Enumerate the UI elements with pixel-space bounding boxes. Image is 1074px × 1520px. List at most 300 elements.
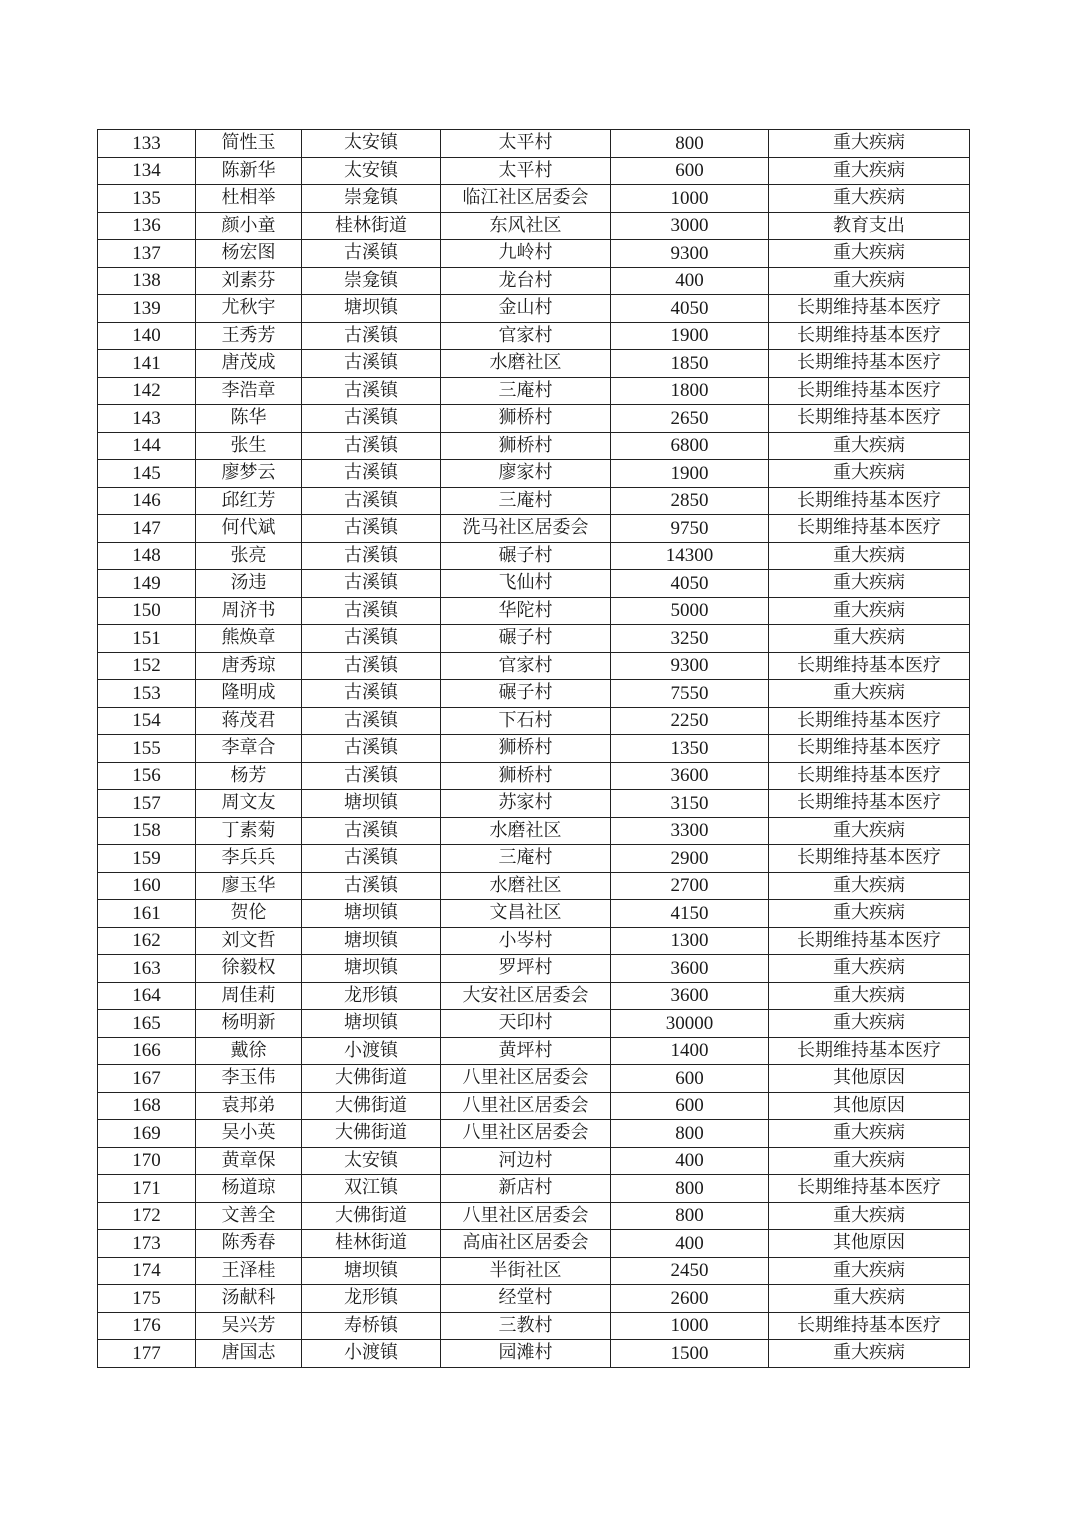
table-row bbox=[98, 1285, 970, 1313]
amount-cell: 800 bbox=[611, 1202, 769, 1230]
table-body bbox=[98, 130, 970, 1368]
amount-cell: 2850 bbox=[611, 487, 769, 515]
serial-number-cell: 173 bbox=[98, 1230, 196, 1258]
table-row bbox=[98, 680, 970, 708]
reason-cell: 长期维持基本医疗 bbox=[769, 790, 970, 818]
serial-number-cell: 157 bbox=[98, 790, 196, 818]
village-cell: 廖家村 bbox=[441, 460, 611, 488]
amount-cell: 7550 bbox=[611, 680, 769, 708]
reason-cell: 教育支出 bbox=[769, 212, 970, 240]
table-row bbox=[98, 1065, 970, 1093]
serial-number-cell: 133 bbox=[98, 130, 196, 158]
town-cell: 塘坝镇 bbox=[302, 927, 441, 955]
village-cell: 碾子村 bbox=[441, 542, 611, 570]
table-row bbox=[98, 927, 970, 955]
amount-cell: 1900 bbox=[611, 460, 769, 488]
serial-number-cell: 153 bbox=[98, 680, 196, 708]
reason-cell: 重大疾病 bbox=[769, 267, 970, 295]
town-cell: 塘坝镇 bbox=[302, 1010, 441, 1038]
name-cell: 刘素芬 bbox=[196, 267, 302, 295]
town-cell: 塘坝镇 bbox=[302, 1257, 441, 1285]
reason-cell: 重大疾病 bbox=[769, 1202, 970, 1230]
name-cell: 张亮 bbox=[196, 542, 302, 570]
amount-cell: 3300 bbox=[611, 817, 769, 845]
village-cell: 飞仙村 bbox=[441, 570, 611, 598]
table-row bbox=[98, 762, 970, 790]
reason-cell: 长期维持基本医疗 bbox=[769, 707, 970, 735]
town-cell: 古溪镇 bbox=[302, 350, 441, 378]
table-row bbox=[98, 707, 970, 735]
village-cell: 三庵村 bbox=[441, 845, 611, 873]
serial-number-cell: 172 bbox=[98, 1202, 196, 1230]
amount-cell: 400 bbox=[611, 1147, 769, 1175]
amount-cell: 1500 bbox=[611, 1340, 769, 1368]
town-cell: 古溪镇 bbox=[302, 405, 441, 433]
serial-number-cell: 143 bbox=[98, 405, 196, 433]
name-cell: 何代斌 bbox=[196, 515, 302, 543]
name-cell: 唐秀琼 bbox=[196, 652, 302, 680]
amount-cell: 5000 bbox=[611, 597, 769, 625]
reason-cell: 重大疾病 bbox=[769, 1147, 970, 1175]
serial-number-cell: 137 bbox=[98, 240, 196, 268]
table-row bbox=[98, 955, 970, 983]
village-cell: 小岑村 bbox=[441, 927, 611, 955]
name-cell: 文善全 bbox=[196, 1202, 302, 1230]
table-row bbox=[98, 267, 970, 295]
amount-cell: 1300 bbox=[611, 927, 769, 955]
village-cell: 半街社区 bbox=[441, 1257, 611, 1285]
reason-cell: 重大疾病 bbox=[769, 900, 970, 928]
town-cell: 小渡镇 bbox=[302, 1340, 441, 1368]
table-row bbox=[98, 1010, 970, 1038]
serial-number-cell: 177 bbox=[98, 1340, 196, 1368]
relief-recipient-table bbox=[97, 129, 970, 1368]
reason-cell: 重大疾病 bbox=[769, 1257, 970, 1285]
village-cell: 八里社区居委会 bbox=[441, 1092, 611, 1120]
reason-cell: 重大疾病 bbox=[769, 157, 970, 185]
serial-number-cell: 161 bbox=[98, 900, 196, 928]
amount-cell: 400 bbox=[611, 267, 769, 295]
serial-number-cell: 158 bbox=[98, 817, 196, 845]
amount-cell: 600 bbox=[611, 1065, 769, 1093]
serial-number-cell: 147 bbox=[98, 515, 196, 543]
name-cell: 李浩章 bbox=[196, 377, 302, 405]
name-cell: 黄章保 bbox=[196, 1147, 302, 1175]
name-cell: 袁邦弟 bbox=[196, 1092, 302, 1120]
town-cell: 双江镇 bbox=[302, 1175, 441, 1203]
name-cell: 汤违 bbox=[196, 570, 302, 598]
table-row bbox=[98, 350, 970, 378]
amount-cell: 1350 bbox=[611, 735, 769, 763]
amount-cell: 3600 bbox=[611, 762, 769, 790]
name-cell: 廖梦云 bbox=[196, 460, 302, 488]
village-cell: 苏家村 bbox=[441, 790, 611, 818]
reason-cell: 长期维持基本医疗 bbox=[769, 350, 970, 378]
name-cell: 李兵兵 bbox=[196, 845, 302, 873]
town-cell: 古溪镇 bbox=[302, 377, 441, 405]
serial-number-cell: 168 bbox=[98, 1092, 196, 1120]
town-cell: 古溪镇 bbox=[302, 680, 441, 708]
table-row bbox=[98, 597, 970, 625]
name-cell: 王泽桂 bbox=[196, 1257, 302, 1285]
serial-number-cell: 145 bbox=[98, 460, 196, 488]
table-row bbox=[98, 542, 970, 570]
table-row bbox=[98, 1175, 970, 1203]
village-cell: 园滩村 bbox=[441, 1340, 611, 1368]
reason-cell: 重大疾病 bbox=[769, 872, 970, 900]
serial-number-cell: 174 bbox=[98, 1257, 196, 1285]
town-cell: 大佛街道 bbox=[302, 1202, 441, 1230]
table-row bbox=[98, 240, 970, 268]
table-row bbox=[98, 982, 970, 1010]
village-cell: 太平村 bbox=[441, 157, 611, 185]
village-cell: 华陀村 bbox=[441, 597, 611, 625]
village-cell: 水磨社区 bbox=[441, 817, 611, 845]
name-cell: 杨明新 bbox=[196, 1010, 302, 1038]
name-cell: 颜小童 bbox=[196, 212, 302, 240]
amount-cell: 2450 bbox=[611, 1257, 769, 1285]
reason-cell: 长期维持基本医疗 bbox=[769, 927, 970, 955]
name-cell: 杨道琼 bbox=[196, 1175, 302, 1203]
town-cell: 塘坝镇 bbox=[302, 295, 441, 323]
town-cell: 大佛街道 bbox=[302, 1092, 441, 1120]
reason-cell: 重大疾病 bbox=[769, 1340, 970, 1368]
village-cell: 罗坪村 bbox=[441, 955, 611, 983]
reason-cell: 重大疾病 bbox=[769, 625, 970, 653]
name-cell: 李玉伟 bbox=[196, 1065, 302, 1093]
town-cell: 古溪镇 bbox=[302, 240, 441, 268]
name-cell: 陈华 bbox=[196, 405, 302, 433]
village-cell: 太平村 bbox=[441, 130, 611, 158]
amount-cell: 9300 bbox=[611, 652, 769, 680]
table-row bbox=[98, 1120, 970, 1148]
amount-cell: 600 bbox=[611, 157, 769, 185]
village-cell: 河边村 bbox=[441, 1147, 611, 1175]
reason-cell: 重大疾病 bbox=[769, 460, 970, 488]
serial-number-cell: 167 bbox=[98, 1065, 196, 1093]
amount-cell: 3600 bbox=[611, 982, 769, 1010]
town-cell: 古溪镇 bbox=[302, 460, 441, 488]
amount-cell: 2600 bbox=[611, 1285, 769, 1313]
village-cell: 八里社区居委会 bbox=[441, 1202, 611, 1230]
table-row bbox=[98, 1147, 970, 1175]
town-cell: 古溪镇 bbox=[302, 542, 441, 570]
amount-cell: 4050 bbox=[611, 570, 769, 598]
village-cell: 东风社区 bbox=[441, 212, 611, 240]
town-cell: 古溪镇 bbox=[302, 845, 441, 873]
name-cell: 简性玉 bbox=[196, 130, 302, 158]
name-cell: 唐茂成 bbox=[196, 350, 302, 378]
amount-cell: 1800 bbox=[611, 377, 769, 405]
amount-cell: 600 bbox=[611, 1092, 769, 1120]
village-cell: 官家村 bbox=[441, 652, 611, 680]
table-row bbox=[98, 1230, 970, 1258]
amount-cell: 2650 bbox=[611, 405, 769, 433]
reason-cell: 重大疾病 bbox=[769, 1010, 970, 1038]
table-row bbox=[98, 570, 970, 598]
village-cell: 官家村 bbox=[441, 322, 611, 350]
reason-cell: 重大疾病 bbox=[769, 432, 970, 460]
amount-cell: 4050 bbox=[611, 295, 769, 323]
serial-number-cell: 150 bbox=[98, 597, 196, 625]
reason-cell: 长期维持基本医疗 bbox=[769, 1037, 970, 1065]
serial-number-cell: 144 bbox=[98, 432, 196, 460]
table-row bbox=[98, 1312, 970, 1340]
reason-cell: 长期维持基本医疗 bbox=[769, 652, 970, 680]
table-row bbox=[98, 1202, 970, 1230]
reason-cell: 长期维持基本医疗 bbox=[769, 845, 970, 873]
town-cell: 古溪镇 bbox=[302, 597, 441, 625]
reason-cell: 重大疾病 bbox=[769, 1120, 970, 1148]
serial-number-cell: 176 bbox=[98, 1312, 196, 1340]
name-cell: 邱红芳 bbox=[196, 487, 302, 515]
table-row bbox=[98, 377, 970, 405]
village-cell: 文昌社区 bbox=[441, 900, 611, 928]
table-row bbox=[98, 157, 970, 185]
reason-cell: 其他原因 bbox=[769, 1065, 970, 1093]
serial-number-cell: 140 bbox=[98, 322, 196, 350]
name-cell: 廖玉华 bbox=[196, 872, 302, 900]
town-cell: 古溪镇 bbox=[302, 515, 441, 543]
amount-cell: 1000 bbox=[611, 185, 769, 213]
town-cell: 塘坝镇 bbox=[302, 955, 441, 983]
table-row bbox=[98, 212, 970, 240]
table-row bbox=[98, 735, 970, 763]
name-cell: 杜相举 bbox=[196, 185, 302, 213]
name-cell: 杨芳 bbox=[196, 762, 302, 790]
town-cell: 古溪镇 bbox=[302, 625, 441, 653]
reason-cell: 重大疾病 bbox=[769, 955, 970, 983]
village-cell: 三庵村 bbox=[441, 377, 611, 405]
serial-number-cell: 162 bbox=[98, 927, 196, 955]
village-cell: 洗马社区居委会 bbox=[441, 515, 611, 543]
town-cell: 古溪镇 bbox=[302, 762, 441, 790]
reason-cell: 长期维持基本医疗 bbox=[769, 1175, 970, 1203]
town-cell: 塘坝镇 bbox=[302, 790, 441, 818]
name-cell: 张生 bbox=[196, 432, 302, 460]
village-cell: 新店村 bbox=[441, 1175, 611, 1203]
table-row bbox=[98, 625, 970, 653]
village-cell: 大安社区居委会 bbox=[441, 982, 611, 1010]
serial-number-cell: 156 bbox=[98, 762, 196, 790]
amount-cell: 4150 bbox=[611, 900, 769, 928]
amount-cell: 9300 bbox=[611, 240, 769, 268]
town-cell: 龙形镇 bbox=[302, 982, 441, 1010]
serial-number-cell: 151 bbox=[98, 625, 196, 653]
name-cell: 吴兴芳 bbox=[196, 1312, 302, 1340]
town-cell: 桂林街道 bbox=[302, 212, 441, 240]
village-cell: 狮桥村 bbox=[441, 432, 611, 460]
reason-cell: 重大疾病 bbox=[769, 240, 970, 268]
village-cell: 高庙社区居委会 bbox=[441, 1230, 611, 1258]
serial-number-cell: 139 bbox=[98, 295, 196, 323]
town-cell: 太安镇 bbox=[302, 1147, 441, 1175]
town-cell: 古溪镇 bbox=[302, 487, 441, 515]
serial-number-cell: 170 bbox=[98, 1147, 196, 1175]
village-cell: 八里社区居委会 bbox=[441, 1065, 611, 1093]
name-cell: 尤秋宇 bbox=[196, 295, 302, 323]
reason-cell: 长期维持基本医疗 bbox=[769, 377, 970, 405]
reason-cell: 其他原因 bbox=[769, 1230, 970, 1258]
amount-cell: 3250 bbox=[611, 625, 769, 653]
reason-cell: 重大疾病 bbox=[769, 680, 970, 708]
reason-cell: 长期维持基本医疗 bbox=[769, 295, 970, 323]
amount-cell: 2900 bbox=[611, 845, 769, 873]
name-cell: 熊焕章 bbox=[196, 625, 302, 653]
serial-number-cell: 169 bbox=[98, 1120, 196, 1148]
village-cell: 三教村 bbox=[441, 1312, 611, 1340]
town-cell: 古溪镇 bbox=[302, 735, 441, 763]
table-row bbox=[98, 845, 970, 873]
amount-cell: 3150 bbox=[611, 790, 769, 818]
serial-number-cell: 159 bbox=[98, 845, 196, 873]
name-cell: 吴小英 bbox=[196, 1120, 302, 1148]
table-row bbox=[98, 790, 970, 818]
table-row bbox=[98, 295, 970, 323]
serial-number-cell: 160 bbox=[98, 872, 196, 900]
reason-cell: 重大疾病 bbox=[769, 817, 970, 845]
amount-cell: 1850 bbox=[611, 350, 769, 378]
village-cell: 九岭村 bbox=[441, 240, 611, 268]
town-cell: 古溪镇 bbox=[302, 707, 441, 735]
reason-cell: 长期维持基本医疗 bbox=[769, 735, 970, 763]
village-cell: 三庵村 bbox=[441, 487, 611, 515]
name-cell: 陈秀春 bbox=[196, 1230, 302, 1258]
reason-cell: 重大疾病 bbox=[769, 982, 970, 1010]
name-cell: 唐国志 bbox=[196, 1340, 302, 1368]
serial-number-cell: 148 bbox=[98, 542, 196, 570]
amount-cell: 1900 bbox=[611, 322, 769, 350]
village-cell: 水磨社区 bbox=[441, 872, 611, 900]
name-cell: 杨宏图 bbox=[196, 240, 302, 268]
amount-cell: 6800 bbox=[611, 432, 769, 460]
serial-number-cell: 164 bbox=[98, 982, 196, 1010]
amount-cell: 30000 bbox=[611, 1010, 769, 1038]
town-cell: 古溪镇 bbox=[302, 872, 441, 900]
village-cell: 金山村 bbox=[441, 295, 611, 323]
amount-cell: 1000 bbox=[611, 1312, 769, 1340]
table-row bbox=[98, 322, 970, 350]
town-cell: 古溪镇 bbox=[302, 322, 441, 350]
serial-number-cell: 171 bbox=[98, 1175, 196, 1203]
name-cell: 周济书 bbox=[196, 597, 302, 625]
table-row bbox=[98, 405, 970, 433]
name-cell: 蒋茂君 bbox=[196, 707, 302, 735]
name-cell: 李章合 bbox=[196, 735, 302, 763]
town-cell: 太安镇 bbox=[302, 157, 441, 185]
reason-cell: 重大疾病 bbox=[769, 597, 970, 625]
reason-cell: 重大疾病 bbox=[769, 1285, 970, 1313]
town-cell: 古溪镇 bbox=[302, 817, 441, 845]
table-row bbox=[98, 185, 970, 213]
town-cell: 古溪镇 bbox=[302, 432, 441, 460]
reason-cell: 长期维持基本医疗 bbox=[769, 515, 970, 543]
serial-number-cell: 142 bbox=[98, 377, 196, 405]
table-row bbox=[98, 1257, 970, 1285]
reason-cell: 重大疾病 bbox=[769, 185, 970, 213]
serial-number-cell: 166 bbox=[98, 1037, 196, 1065]
serial-number-cell: 155 bbox=[98, 735, 196, 763]
table-row bbox=[98, 1340, 970, 1368]
reason-cell: 长期维持基本医疗 bbox=[769, 405, 970, 433]
table-row bbox=[98, 487, 970, 515]
serial-number-cell: 141 bbox=[98, 350, 196, 378]
town-cell: 小渡镇 bbox=[302, 1037, 441, 1065]
amount-cell: 9750 bbox=[611, 515, 769, 543]
amount-cell: 3600 bbox=[611, 955, 769, 983]
amount-cell: 3000 bbox=[611, 212, 769, 240]
serial-number-cell: 146 bbox=[98, 487, 196, 515]
amount-cell: 1400 bbox=[611, 1037, 769, 1065]
amount-cell: 800 bbox=[611, 130, 769, 158]
name-cell: 周文友 bbox=[196, 790, 302, 818]
name-cell: 丁素菊 bbox=[196, 817, 302, 845]
serial-number-cell: 163 bbox=[98, 955, 196, 983]
town-cell: 大佛街道 bbox=[302, 1065, 441, 1093]
village-cell: 碾子村 bbox=[441, 680, 611, 708]
table-row bbox=[98, 432, 970, 460]
reason-cell: 长期维持基本医疗 bbox=[769, 487, 970, 515]
town-cell: 龙形镇 bbox=[302, 1285, 441, 1313]
town-cell: 桂林街道 bbox=[302, 1230, 441, 1258]
amount-cell: 2700 bbox=[611, 872, 769, 900]
amount-cell: 800 bbox=[611, 1175, 769, 1203]
name-cell: 徐毅权 bbox=[196, 955, 302, 983]
amount-cell: 2250 bbox=[611, 707, 769, 735]
amount-cell: 800 bbox=[611, 1120, 769, 1148]
village-cell: 水磨社区 bbox=[441, 350, 611, 378]
name-cell: 王秀芳 bbox=[196, 322, 302, 350]
village-cell: 经堂村 bbox=[441, 1285, 611, 1313]
table-row bbox=[98, 130, 970, 158]
reason-cell: 其他原因 bbox=[769, 1092, 970, 1120]
town-cell: 大佛街道 bbox=[302, 1120, 441, 1148]
reason-cell: 重大疾病 bbox=[769, 570, 970, 598]
table-row bbox=[98, 515, 970, 543]
name-cell: 贺伦 bbox=[196, 900, 302, 928]
village-cell: 黄坪村 bbox=[441, 1037, 611, 1065]
reason-cell: 重大疾病 bbox=[769, 542, 970, 570]
reason-cell: 长期维持基本医疗 bbox=[769, 322, 970, 350]
name-cell: 戴徐 bbox=[196, 1037, 302, 1065]
serial-number-cell: 154 bbox=[98, 707, 196, 735]
town-cell: 塘坝镇 bbox=[302, 900, 441, 928]
serial-number-cell: 175 bbox=[98, 1285, 196, 1313]
village-cell: 八里社区居委会 bbox=[441, 1120, 611, 1148]
name-cell: 陈新华 bbox=[196, 157, 302, 185]
serial-number-cell: 135 bbox=[98, 185, 196, 213]
table-row bbox=[98, 900, 970, 928]
amount-cell: 400 bbox=[611, 1230, 769, 1258]
village-cell: 临江社区居委会 bbox=[441, 185, 611, 213]
name-cell: 周佳莉 bbox=[196, 982, 302, 1010]
name-cell: 汤献科 bbox=[196, 1285, 302, 1313]
table-row bbox=[98, 1037, 970, 1065]
serial-number-cell: 149 bbox=[98, 570, 196, 598]
town-cell: 崇龛镇 bbox=[302, 267, 441, 295]
village-cell: 狮桥村 bbox=[441, 762, 611, 790]
reason-cell: 长期维持基本医疗 bbox=[769, 1312, 970, 1340]
serial-number-cell: 165 bbox=[98, 1010, 196, 1038]
village-cell: 天印村 bbox=[441, 1010, 611, 1038]
table-row bbox=[98, 460, 970, 488]
town-cell: 古溪镇 bbox=[302, 570, 441, 598]
serial-number-cell: 136 bbox=[98, 212, 196, 240]
reason-cell: 长期维持基本医疗 bbox=[769, 762, 970, 790]
village-cell: 龙台村 bbox=[441, 267, 611, 295]
town-cell: 寿桥镇 bbox=[302, 1312, 441, 1340]
reason-cell: 重大疾病 bbox=[769, 130, 970, 158]
